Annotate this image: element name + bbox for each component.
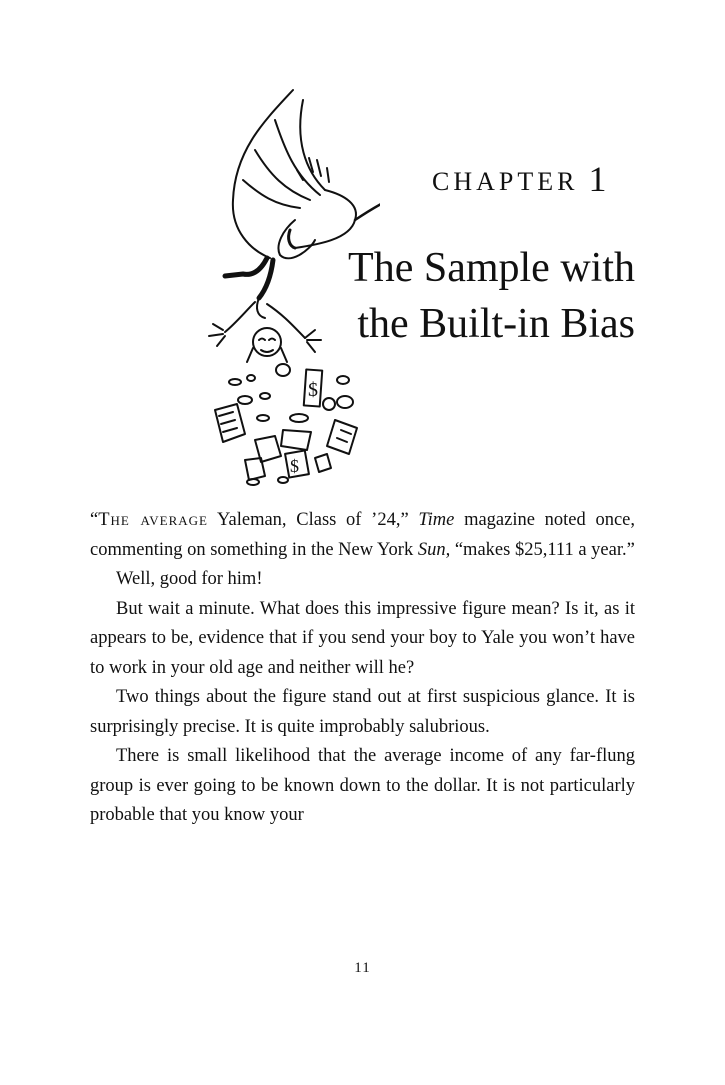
paragraph-4: Two things about the figure stand out at first suspicious glance. It is surprisingly precise. It is quite improbably salubrious. <box>90 687 635 737</box>
svg-text:$: $ <box>308 379 318 401</box>
p1-italic-time: Time <box>418 510 455 530</box>
chapter-title-line-2: the Built-in Bias <box>357 301 635 347</box>
chapter-title-line-1: The Sample with <box>348 245 635 291</box>
chapter-number: 1 <box>588 159 607 199</box>
p1-text-3: “makes $25,111 a year.” <box>450 539 635 560</box>
svg-text:$: $ <box>290 456 299 476</box>
p1-open-quote: “ <box>90 510 99 530</box>
paragraph-5: There is small likelihood that the average income of any far-flung group is ever going to be known down to the dollar. It is not particularly probable that you know your <box>90 746 635 825</box>
body-text <box>90 506 635 831</box>
chapter-heading <box>432 158 606 200</box>
chapter-title <box>348 240 635 352</box>
chapter-label: CHAPTER <box>432 167 579 196</box>
page-number: 11 <box>354 960 371 976</box>
paragraph-2: Well, good for him! <box>116 569 263 589</box>
paragraph-1 <box>90 506 635 565</box>
paragraph-3: But wait a minute. What does this impressive figure mean? Is it, as it appears to be, evidence that if you send your boy to Yale you won’t have to work in your old age and neither will he? <box>90 598 635 678</box>
p1-italic-sun: Sun, <box>417 539 451 560</box>
p1-text-2: magazine noted once, commenting on something in the New York <box>90 510 635 560</box>
p1-smallcaps: The average <box>98 510 208 530</box>
p1-text-1: Yaleman, Class of ’24,” <box>207 510 419 530</box>
